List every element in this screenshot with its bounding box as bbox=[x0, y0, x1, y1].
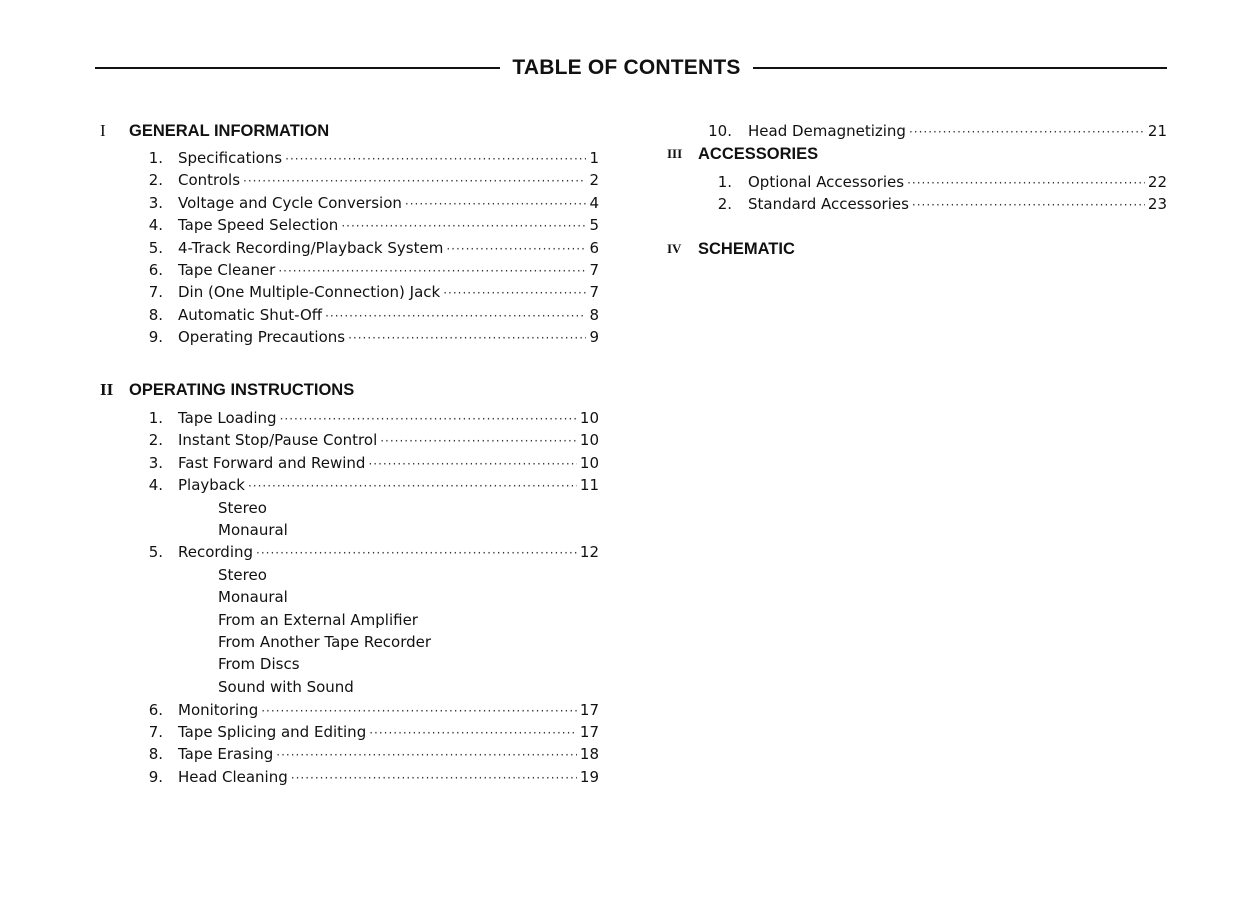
toc-entry: 2. Controls ····· 2 bbox=[140, 169, 599, 191]
toc-subentry: From Another Tape Recorder bbox=[218, 633, 432, 651]
toc-entry-page: 18 bbox=[579, 745, 599, 763]
leader-dots bbox=[278, 260, 586, 282]
toc-subentry: Monaural bbox=[218, 588, 288, 606]
toc-entry-label: Tape Splicing and Editing bbox=[178, 723, 367, 741]
toc-entry-page: 11 bbox=[579, 476, 599, 494]
toc-entry: 10. Head Demagnetizing ····· 21 bbox=[700, 120, 1167, 142]
toc-entry-label: Automatic Shut-Off bbox=[178, 306, 323, 324]
toc-entry-page: 17 bbox=[579, 701, 599, 719]
toc-entry-page: 10 bbox=[579, 454, 599, 472]
section-title: SCHEMATIC bbox=[698, 240, 795, 258]
toc-entry: 6. Tape Cleaner ····· 7 bbox=[140, 259, 599, 281]
toc-entry-label: Fast Forward and Rewind bbox=[178, 454, 366, 472]
toc-entry-label: Operating Precautions bbox=[178, 328, 346, 346]
toc-entry-page: 8 bbox=[589, 306, 599, 324]
leader-dots bbox=[380, 430, 577, 452]
toc-subentry: Stereo bbox=[218, 566, 267, 584]
section-schematic-heading bbox=[667, 239, 967, 259]
toc-entry: 2. Standard Accessories ····· 23 bbox=[700, 193, 1167, 215]
page-title: TABLE OF CONTENTS bbox=[512, 56, 741, 79]
toc-entry: 1. Optional Accessories ····· 22 bbox=[700, 171, 1167, 193]
toc-entry: 3. Fast Forward and Rewind ····· 10 bbox=[140, 452, 599, 474]
toc-entry: 7. Tape Splicing and Editing ····· 17 bbox=[140, 721, 599, 743]
leader-dots bbox=[276, 744, 577, 766]
toc-entry-page: 1 bbox=[589, 149, 599, 167]
toc-entry-label: Recording bbox=[178, 543, 254, 561]
leader-dots bbox=[248, 475, 577, 497]
toc-entry-label: Tape Cleaner bbox=[178, 261, 276, 279]
leader-dots bbox=[907, 172, 1145, 194]
toc-entry-label: Instant Stop/Pause Control bbox=[178, 431, 378, 449]
toc-entry-label: Monitoring bbox=[178, 701, 259, 719]
toc-entry-page: 5 bbox=[589, 216, 599, 234]
toc-entry: 7. Din (One Multiple-Connection) Jack ····· 7 bbox=[140, 281, 599, 303]
leader-dots bbox=[348, 327, 586, 349]
toc-subentry: From Discs bbox=[218, 655, 300, 673]
toc-entry-label: Optional Accessories bbox=[748, 173, 905, 191]
toc-entry: 6. Monitoring ····· 17 bbox=[140, 699, 599, 721]
toc-entry-label: Playback bbox=[178, 476, 245, 494]
section-numeral: II bbox=[100, 380, 114, 399]
toc-subentry: Stereo bbox=[218, 499, 267, 517]
section-general-heading bbox=[100, 121, 600, 141]
toc-entry: 1. Tape Loading ····· 10 bbox=[140, 407, 599, 429]
toc-entry: 4. Playback ····· 11 bbox=[140, 474, 599, 496]
section-title: OPERATING INSTRUCTIONS bbox=[129, 381, 355, 399]
section-title: GENERAL INFORMATION bbox=[129, 122, 330, 140]
toc-entry-page: 2 bbox=[589, 171, 599, 189]
section-operating-heading bbox=[100, 380, 600, 400]
toc-entry: 2. Instant Stop/Pause Control ····· 10 bbox=[140, 429, 599, 451]
toc-entry: 4. Tape Speed Selection ····· 5 bbox=[140, 214, 599, 236]
title-rule-left bbox=[95, 67, 500, 69]
toc-entry-page: 10 bbox=[579, 431, 599, 449]
toc-entry-label: Tape Speed Selection bbox=[178, 216, 339, 234]
leader-dots bbox=[325, 305, 586, 327]
toc-entry-label: Standard Accessories bbox=[748, 195, 909, 213]
toc-entry-label: Specifications bbox=[178, 149, 283, 167]
section-numeral: IV bbox=[667, 241, 682, 256]
toc-entry-page: 7 bbox=[589, 283, 599, 301]
toc-entry-page: 6 bbox=[589, 239, 599, 257]
toc-entry: 1. Specifications ····· 1 bbox=[140, 147, 599, 169]
leader-dots bbox=[280, 408, 577, 430]
leader-dots bbox=[443, 282, 586, 304]
toc-subentry: Monaural bbox=[218, 521, 288, 539]
toc-entry: 9. Head Cleaning ····· 19 bbox=[140, 766, 599, 788]
leader-dots bbox=[291, 767, 577, 789]
toc-subentry: Sound with Sound bbox=[218, 678, 354, 696]
title-rule-right bbox=[753, 67, 1167, 69]
leader-dots bbox=[405, 193, 587, 215]
toc-entry-label: Tape Loading bbox=[178, 409, 277, 427]
toc-entry-label: Tape Erasing bbox=[178, 745, 274, 763]
toc-entry-page: 9 bbox=[589, 328, 599, 346]
toc-entry-label: Din (One Multiple-Connection) Jack bbox=[178, 283, 441, 301]
toc-entry: 8. Automatic Shut-Off ····· 8 bbox=[140, 304, 599, 326]
toc-subentry: From an External Amplifier bbox=[218, 611, 418, 629]
leader-dots bbox=[256, 542, 577, 564]
toc-entry-label: Head Demagnetizing bbox=[748, 122, 906, 140]
leader-dots bbox=[243, 170, 586, 192]
leader-dots bbox=[341, 215, 586, 237]
toc-entry-page: 4 bbox=[589, 194, 599, 212]
section-accessories-heading bbox=[667, 144, 967, 164]
page-header bbox=[95, 56, 1167, 80]
toc-entry-label: Head Cleaning bbox=[178, 768, 288, 786]
toc-entry-page: 12 bbox=[579, 543, 599, 561]
leader-dots bbox=[368, 453, 576, 475]
leader-dots bbox=[912, 194, 1145, 216]
leader-dots bbox=[446, 238, 586, 260]
leader-dots bbox=[369, 722, 577, 744]
toc-entry: 5. Recording ····· 12 bbox=[140, 541, 599, 563]
toc-entry-label: Voltage and Cycle Conversion bbox=[178, 194, 402, 212]
toc-entry: 3. Voltage and Cycle Conversion ····· 4 bbox=[140, 192, 599, 214]
toc-entry-page: 7 bbox=[589, 261, 599, 279]
toc-entry-label: 4-Track Recording/Playback System bbox=[178, 239, 444, 257]
toc-entry: 8. Tape Erasing ····· 18 bbox=[140, 743, 599, 765]
leader-dots bbox=[285, 148, 586, 170]
leader-dots bbox=[909, 121, 1145, 143]
section-title: ACCESSORIES bbox=[698, 145, 819, 163]
toc-entry-label: Controls bbox=[178, 171, 241, 189]
toc-entry-page: 21 bbox=[1147, 122, 1167, 140]
toc-entry-page: 19 bbox=[579, 768, 599, 786]
toc-entry: 5. 4-Track Recording/Playback System ····· 6 bbox=[140, 237, 599, 259]
toc-entry-page: 10 bbox=[579, 409, 599, 427]
leader-dots bbox=[261, 700, 577, 722]
toc-entry: 9. Operating Precautions ····· 9 bbox=[140, 326, 599, 348]
toc-entry-page: 23 bbox=[1147, 195, 1167, 213]
toc-entry-page: 22 bbox=[1147, 173, 1167, 191]
section-numeral: III bbox=[667, 146, 683, 161]
section-numeral: I bbox=[100, 121, 106, 140]
toc-entry-page: 17 bbox=[579, 723, 599, 741]
